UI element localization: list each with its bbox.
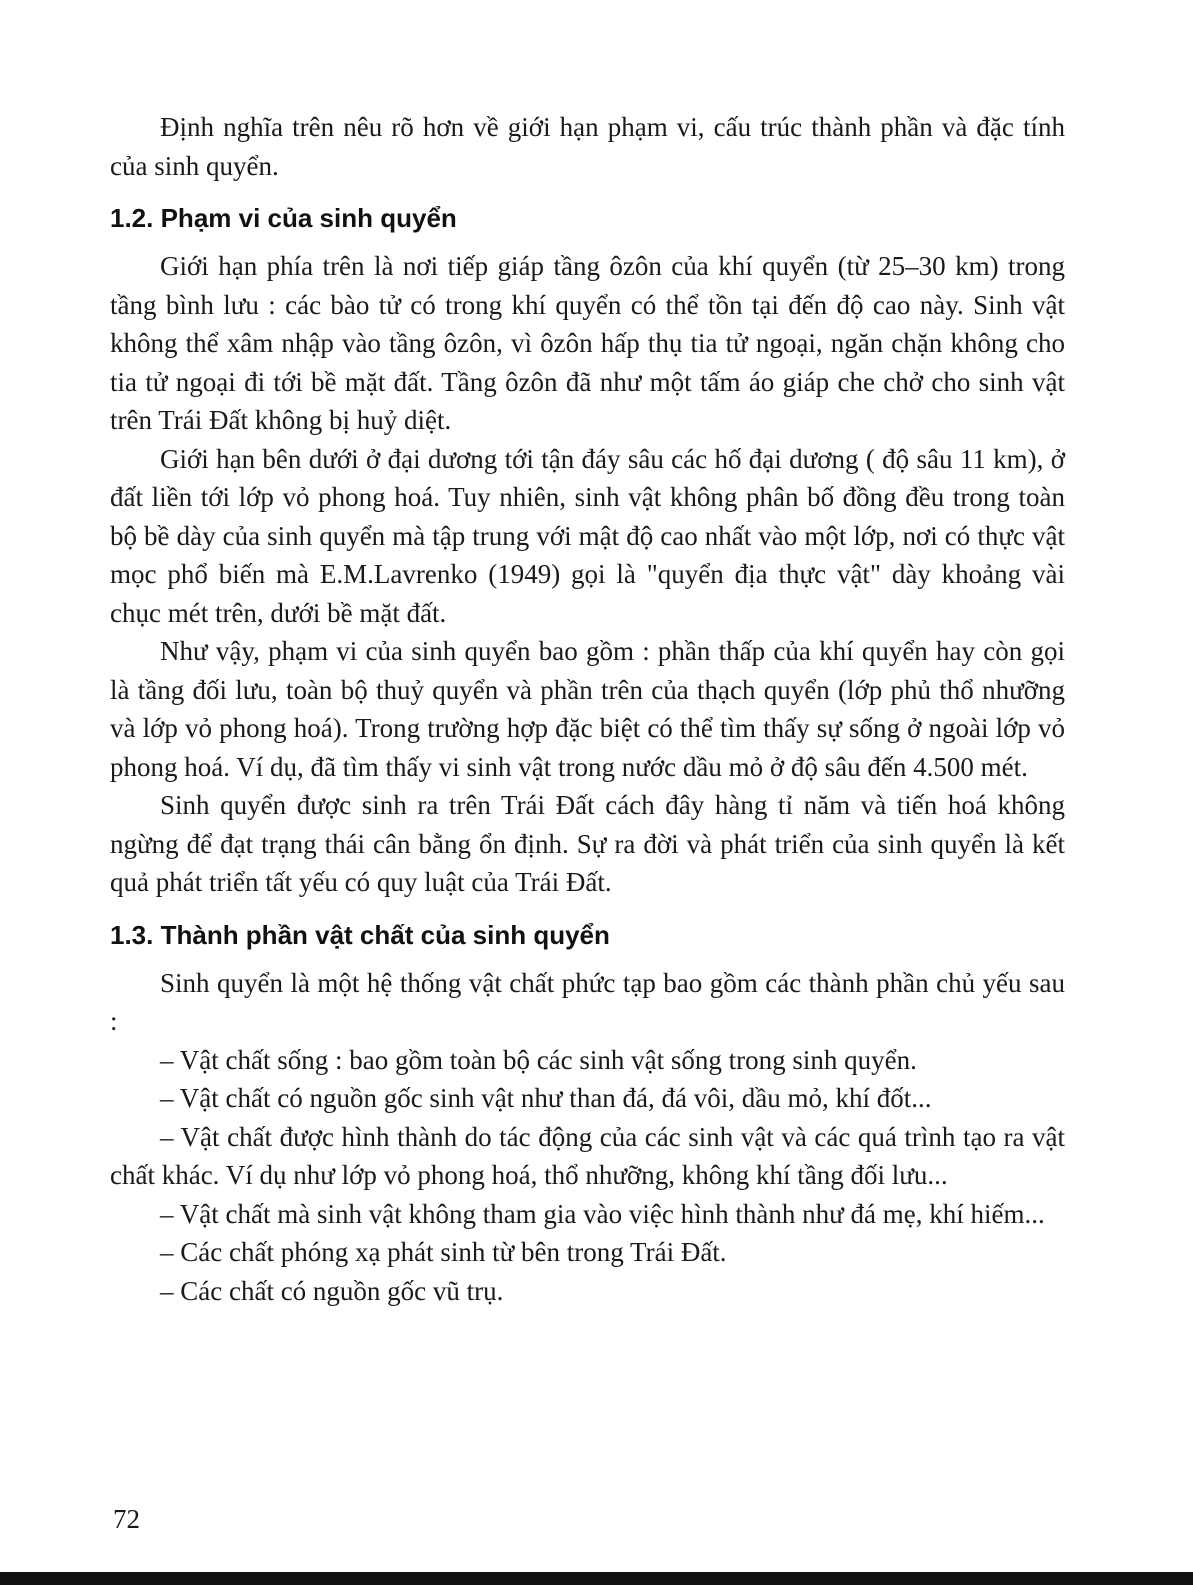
- list-item: – Vật chất được hình thành do tác động của các sinh vật và các quá trình tạo ra vật chất khác. Ví dụ như lớp vỏ phong hoá, thổ nhưỡng, không khí tầng đối lưu...: [110, 1121, 1065, 1190]
- list-item: – Vật chất có nguồn gốc sinh vật như than đá, đá vôi, dầu mỏ, khí đốt...: [160, 1083, 932, 1113]
- intro-paragraph: Định nghĩa trên nêu rõ hơn về giới hạn phạm vi, cấu trúc thành phần và đặc tính của sinh quyển.: [110, 112, 1065, 181]
- section-heading-1-2: 1.2. Phạm vi của sinh quyển: [110, 203, 457, 233]
- paragraph: Sinh quyển được sinh ra trên Trái Đất cách đây hàng tỉ năm và tiến hoá không ngừng để đạt trạng thái cân bằng ổn định. Sự ra đời và phát triển của sinh quyển là kết quả phát triển tất yếu có quy luật của Trái Đất.: [110, 790, 1065, 897]
- page-number: 72: [113, 1504, 140, 1534]
- list-item: – Các chất có nguồn gốc vũ trụ.: [160, 1275, 504, 1306]
- list-item: – Các chất phóng xạ phát sinh từ bên trong Trái Đất.: [160, 1237, 727, 1267]
- paragraph: Giới hạn phía trên là nơi tiếp giáp tầng ôzôn của khí quyển (từ 25–30 km) trong tầng bình lưu : các bào tử có trong khí quyển có thể tồn tại đến độ cao này. Sinh vật không thể xâm nhập vào tầng ôzôn, vì ôzôn hấp thụ tia tử ngoại, ngăn chặn không cho tia tử ngoại đi tới bề mặt đất. Tầng ôzôn đã như một tấm áo giáp che chở cho sinh vật trên Trái Đất không bị huỷ diệt.: [110, 251, 1065, 435]
- section-intro-paragraph: Sinh quyển là một hệ thống vật chất phức tạp bao gồm các thành phần chủ yếu sau :: [110, 967, 1065, 1036]
- section-heading-1-3: 1.3. Thành phần vật chất của sinh quyển: [110, 919, 610, 950]
- bottom-border: [0, 1572, 1193, 1585]
- list-item: – Vật chất sống : bao gồm toàn bộ các sinh vật sống trong sinh quyển.: [160, 1044, 917, 1075]
- list-item: – Vật chất mà sinh vật không tham gia vào việc hình thành như đá mẹ, khí hiếm...: [160, 1198, 1045, 1229]
- paragraph: Giới hạn bên dưới ở đại dương tới tận đáy sâu các hố đại dương ( độ sâu 11 km), ở đất liền tới lớp vỏ phong hoá. Tuy nhiên, sinh vật không phân bố đồng đều trong toàn bộ bề dày của sinh quyển mà tập trung với mật độ cao nhất vào một lớp, nơi có thực vật mọc phổ biến mà E.M.Lavrenko (1949) gọi là "quyển địa thực vật" dày khoảng vài chục mét trên, dưới bề mặt đất.: [110, 443, 1065, 628]
- page-body: [110, 108, 1065, 1310]
- paragraph: Như vậy, phạm vi của sinh quyển bao gồm : phần thấp của khí quyển hay còn gọi là tầng đối lưu, toàn bộ thuỷ quyển và phần trên của thạch quyển (lớp phủ thổ nhưỡng và lớp vỏ phong hoá). Trong trường hợp đặc biệt có thể tìm thấy sự sống ở ngoài lớp vỏ phong hoá. Ví dụ, đã tìm thấy vi sinh vật trong nước dầu mỏ ở độ sâu đến 4.500 mét.: [110, 636, 1065, 782]
